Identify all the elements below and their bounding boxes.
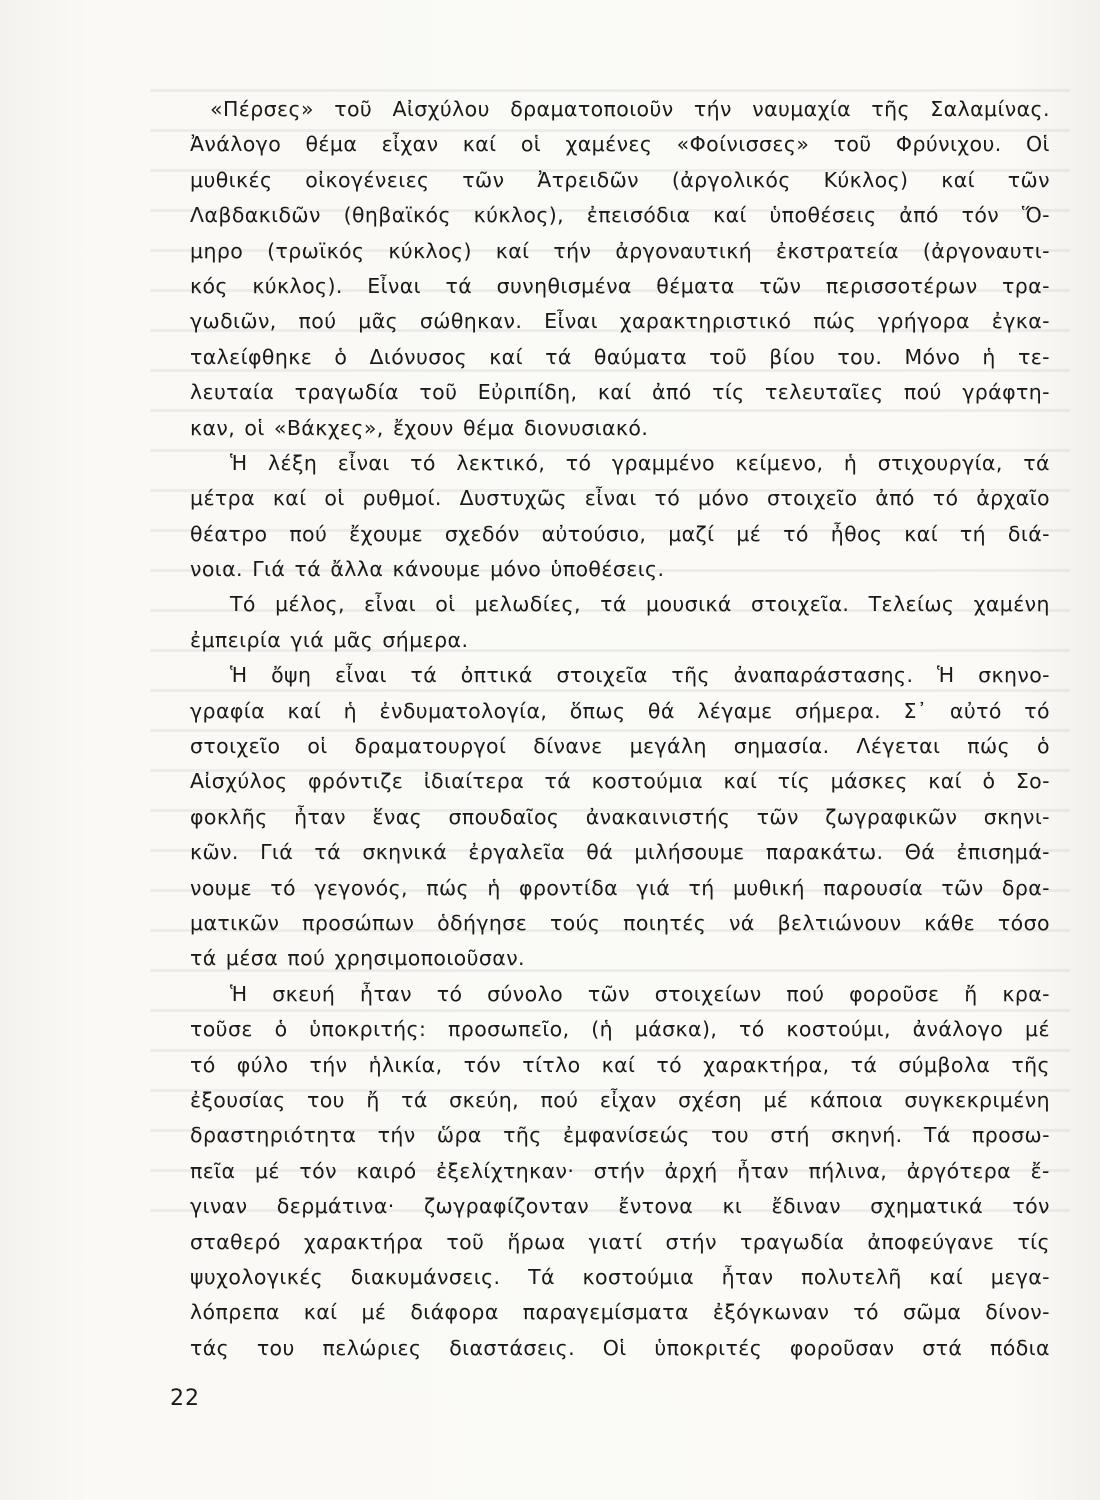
text-line: τό φύλο τήν ἡλικία, τόν τίτλο καί τό χαρακτήρα, τά σύμβολα τῆς [190, 1052, 1050, 1077]
text-line: Ἡ σκευή ἦταν τό σύνολο τῶν στοιχείων πού φοροῦσε ἤ κρα- [230, 981, 1050, 1006]
text-line: πεῖα μέ τόν καιρό ἐξελίχτηκαν· στήν ἀρχή ἦταν πήλινα, ἀργότερα ἔ- [190, 1158, 1050, 1183]
body-text [190, 92, 1050, 1366]
text-line: καν, οἱ «Βάκχες», ἔχουν θέμα διονυσιακό. [190, 415, 649, 440]
text-line: σταθερό χαρακτήρα τοῦ ἥρωα γιατί στήν τραγωδία ἀποφεύγανε τίς [190, 1229, 1050, 1254]
text-line: μυθικές οἰκογένειες τῶν Ἀτρειδῶν (ἀργολικός Κύκλος) καί τῶν [190, 167, 1050, 192]
text-line: θέατρο πού ἔχουμε σχεδόν αὐτούσιο, μαζί μέ τό ἦθος καί τή διά- [190, 521, 1050, 546]
text-line: φοκλῆς ἦταν ἕνας σπουδαῖος ἀνακαινιστής τῶν ζωγραφικῶν σκηνι- [190, 804, 1050, 829]
text-line: ταλείφθηκε ὁ Διόνυσος καί τά θαύματα τοῦ βίου του. Μόνο ἡ τε- [190, 344, 1050, 369]
text-line: ἐμπειρία γιά μᾶς σήμερα. [190, 627, 469, 652]
text-line: δραστηριότητα τήν ὥρα τῆς ἐμφανίσεώς του στή σκηνή. Τά προσω- [190, 1123, 1050, 1148]
text-line: Ἡ λέξη εἶναι τό λεκτικό, τό γραμμένο κείμενο, ἡ στιχουργία, τά [230, 450, 1050, 475]
text-line: κῶν. Γιά τά σκηνικά ἐργαλεῖα θά μιλήσουμε παρακάτω. Θά ἐπισημά- [190, 840, 1050, 865]
text-line: μηρο (τρωϊκός κύκλος) καί τήν ἀργοναυτική ἐκστρατεία (ἀργοναυτι- [190, 238, 1050, 263]
text-line: ἐξουσίας του ἤ τά σκεύη, πού εἶχαν σχέση μέ κάποια συγκεκριμένη [190, 1087, 1050, 1112]
text-line: τάς του πελώριες διαστάσεις. Οἱ ὑποκριτές φοροῦσαν στά πόδια [190, 1335, 1050, 1360]
text-line: νοια. Γιά τά ἄλλα κάνουμε μόνο ὑποθέσεις. [190, 557, 665, 582]
text-line: γραφία καί ἡ ἐνδυματολογία, ὅπως θά λέγαμε σήμερα. Σ᾽ αὐτό τό [190, 698, 1050, 723]
text-line: λευταία τραγωδία τοῦ Εὐριπίδη, καί ἀπό τίς τελευταῖες πού γράφτη- [190, 380, 1050, 405]
text-line: τοῦσε ὁ ὑποκριτής: προσωπεῖο, (ἡ μάσκα), τό κοστούμι, ἀνάλογο μέ [190, 1017, 1050, 1042]
text-line: Τό μέλος, εἶναι οἱ μελωδίες, τά μουσικά στοιχεῖα. Τελείως χαμένη [230, 592, 1050, 617]
text-line: κός κύκλος). Εἶναι τά συνηθισμένα θέματα τῶν περισσοτέρων τρα- [190, 273, 1050, 298]
text-line: νουμε τό γεγονός, πώς ἡ φροντίδα γιά τή μυθική παρουσία τῶν δρα- [190, 875, 1050, 900]
text-line: λόπρεπα καί μέ διάφορα παραγεμίσματα ἐξόγκωναν τό σῶμα δίνον- [190, 1300, 1050, 1325]
text-line: Ἡ ὄψη εἶναι τά ὀπτικά στοιχεῖα τῆς ἀναπαράστασης. Ἡ σκηνο- [230, 663, 1050, 688]
text-line: μέτρα καί οἱ ρυθμοί. Δυστυχῶς εἶναι τό μόνο στοιχεῖο ἀπό τό ἀρχαῖο [190, 486, 1050, 511]
text-line: στοιχεῖο οἱ δραματουργοί δίνανε μεγάλη σημασία. Λέγεται πώς ὁ [190, 734, 1050, 759]
text-line: τά μέσα πού χρησιμοποιοῦσαν. [190, 946, 525, 971]
text-line: «Πέρσες» τοῦ Αἰσχύλου δραματοποιοῦν τήν ναυμαχία τῆς Σαλαμίνας. [210, 97, 1050, 121]
text-line: Ἀνάλογο θέμα εἶχαν καί οἱ χαμένες «Φοίνισσες» τοῦ Φρύνιχου. Οἱ [190, 132, 1050, 157]
page-number: 22 [170, 1386, 200, 1411]
text-line: γωδιῶν, πού μᾶς σώθηκαν. Εἶναι χαρακτηριστικό πώς γρήγορα ἐγκα- [190, 309, 1050, 334]
text-line: Λαβδακιδῶν (θηβαϊκός κύκλος), ἐπεισόδια καί ὑποθέσεις ἀπό τόν Ὅ- [190, 203, 1050, 228]
text-line: γιναν δερμάτινα· ζωγραφίζονταν ἔντονα κι ἔδιναν σχηματικά τόν [190, 1194, 1050, 1219]
text-line: ματικῶν προσώπων ὁδήγησε τούς ποιητές νά βελτιώνουν κάθε τόσο [190, 910, 1050, 935]
text-line: Αἰσχύλος φρόντιζε ἰδιαίτερα τά κοστούμια καί τίς μάσκες καί ὁ Σο- [190, 769, 1050, 794]
text-line: ψυχολογικές διακυμάνσεις. Τά κοστούμια ἦταν πολυτελῆ καί μεγα- [190, 1264, 1050, 1289]
